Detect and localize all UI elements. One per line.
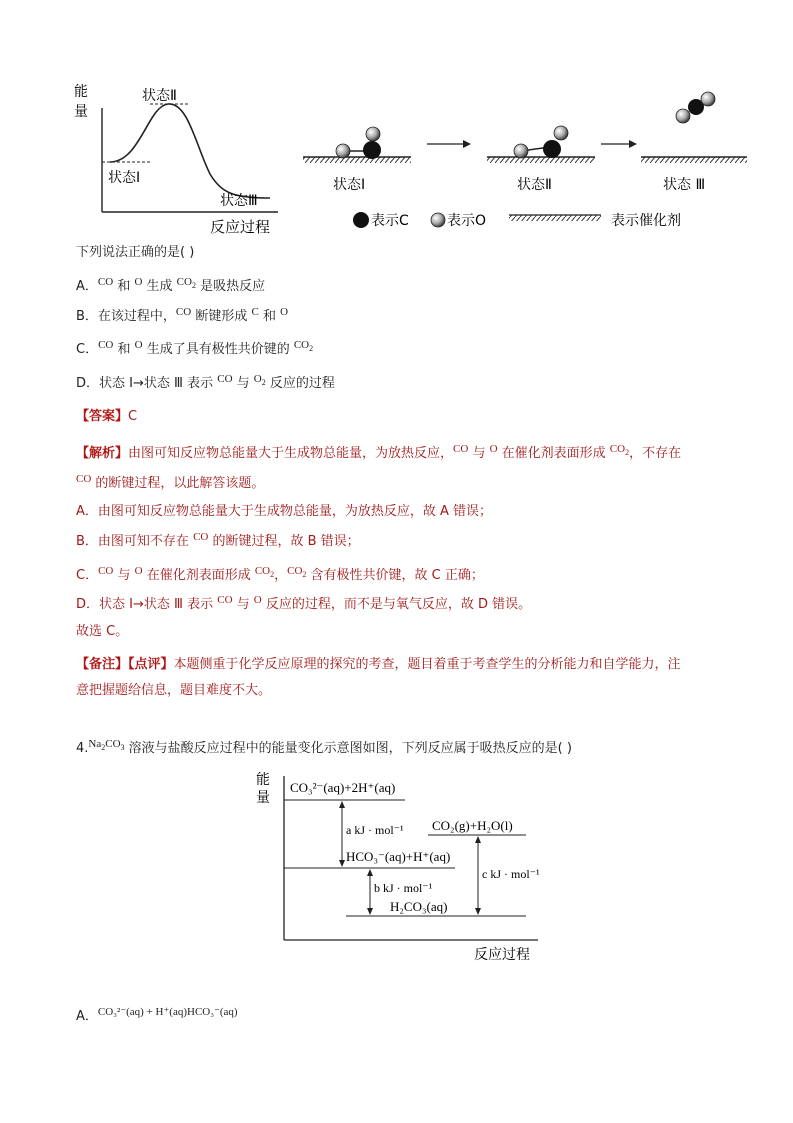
legend-oxygen-icon — [431, 213, 445, 227]
q3-option-a: A．$^{CO}$ 和 $^O$ 生成 $^{CO_2}$ 是吸热反应 — [76, 276, 266, 294]
q3-option-c: C．$^{CO}$ 和 $^O$ 生成了具有极性共价键的 $^{CO_2}$ — [76, 339, 314, 357]
q3-option-d: D．状态 Ⅰ→状态 Ⅲ 表示 $^{CO}$ 与 $^{O_2}$ 反应的过程 — [76, 373, 335, 391]
oxygen-atom-icon — [336, 144, 350, 158]
catalyst-surface-3 — [641, 157, 747, 163]
fig2-state1-label: 状态Ⅰ — [333, 177, 366, 193]
oxygen-atom-icon — [676, 109, 690, 123]
oxygen-atom-icon — [366, 127, 380, 141]
arrow-b-label: b kJ · mol⁻¹ — [374, 881, 433, 895]
oxygen-atom-icon — [554, 126, 568, 140]
q3-remark-line2: 意把握题给信息，题目难度不大。 — [76, 683, 272, 698]
legend-catalyst-label: 表示催化剂 — [611, 213, 681, 229]
fig2-state2-label: 状态Ⅱ — [517, 177, 552, 193]
q4-y-axis-label-2: 量 — [256, 790, 270, 806]
carbon-atom-icon — [543, 140, 561, 158]
legend-catalyst-icon — [509, 215, 601, 221]
legend-carbon-label: 表示C — [371, 213, 409, 229]
fig2-state3-label: 状态 Ⅲ — [663, 177, 706, 193]
q3-explanation-c: C．$^{CO}$ 与 $^O$ 在催化剂表面形成 $^{CO_2}$，$^{CO_2}$ 含有极性共价键，故 C 正确； — [76, 565, 484, 583]
q4-y-axis-label-1: 能 — [256, 772, 270, 788]
oxygen-atom-icon — [701, 92, 715, 106]
q3-remark-line1: 【备注】【点评】本题侧重于化学反应原理的探究的考查，题目着重于考查学生的分析能力和自学能力，注 — [76, 657, 681, 672]
q3-stem: 下列说法正确的是( ) — [76, 245, 195, 260]
q3-explanation-a: A．由图可知反应物总能量大于生成物总能量，为放热反应，故 A 错误； — [76, 504, 493, 519]
carbon-atom-icon — [363, 141, 381, 159]
y-axis-label-2: 量 — [74, 104, 88, 120]
level4-label: CO₂(g)+H₂O(l) — [432, 818, 513, 833]
fig1-state3-label: 状态Ⅲ — [220, 193, 258, 209]
q3-answer: 【答案】C — [76, 409, 138, 424]
fig1-x-axis-label: 反应过程 — [210, 218, 271, 236]
q3-explanation-b: B．由图可知不存在 $^{CO}$ 的断键过程，故 B 错误； — [76, 531, 360, 549]
fig1-state1-label: 状态Ⅰ — [108, 170, 141, 186]
q3-explanation-d: D．状态 Ⅰ→状态 Ⅲ 表示 $^{CO}$ 与 $^O$ 反应的过程，而不是与氧气反应，故 D 错误。 — [76, 594, 532, 612]
arrow-a-label: a kJ · mol⁻¹ — [346, 823, 404, 837]
q4-option-a: A．$^{CO_3^{2-}(aq) + H^+(aq)HCO_3^-(aq)}$ — [76, 1006, 238, 1024]
q4-stem: 4.$^{Na_2CO_3}$ 溶液与盐酸反应过程中的能量变化示意图如图，下列反应属于吸热反应的是( ) — [76, 738, 572, 756]
level1-label: CO₃²⁻(aq)+2H⁺(aq) — [290, 780, 396, 795]
y-axis-label-1: 能 — [74, 84, 88, 100]
level3-label: H₂CO₃(aq) — [390, 899, 448, 914]
q3-explanation-line2: $^{CO}$ 的断键过程，以此解答该题。 — [76, 473, 265, 491]
catalyst-process-figure — [295, 85, 755, 235]
q3-explanation-line1: 【解析】由图可知反应物总能量大于生成物总能量，为放热反应，$^{CO}$ 与 $^O$ 在催化剂表面形成 $^{CO_2}$，不存在 — [76, 443, 682, 461]
catalyst-surface-2 — [487, 157, 595, 163]
energy-curve-figure — [70, 78, 290, 238]
legend-oxygen-label: 表示O — [447, 213, 487, 229]
level2-label: HCO₃⁻(aq)+H⁺(aq) — [346, 849, 451, 864]
legend-carbon-icon — [353, 212, 369, 228]
fig1-state2-label: 状态Ⅱ — [142, 88, 177, 104]
q4-energy-level-diagram — [250, 762, 550, 972]
q3-conclusion: 故选 C。 — [76, 624, 129, 639]
oxygen-atom-icon — [514, 144, 528, 158]
arrow-c-label: c kJ · mol⁻¹ — [482, 867, 540, 881]
catalyst-surface-1 — [303, 157, 411, 163]
q4-x-axis-label: 反应过程 — [474, 947, 530, 963]
q3-option-b: B．在该过程中，$^{CO}$ 断键形成 $^C$ 和 $^O$ — [76, 306, 289, 324]
